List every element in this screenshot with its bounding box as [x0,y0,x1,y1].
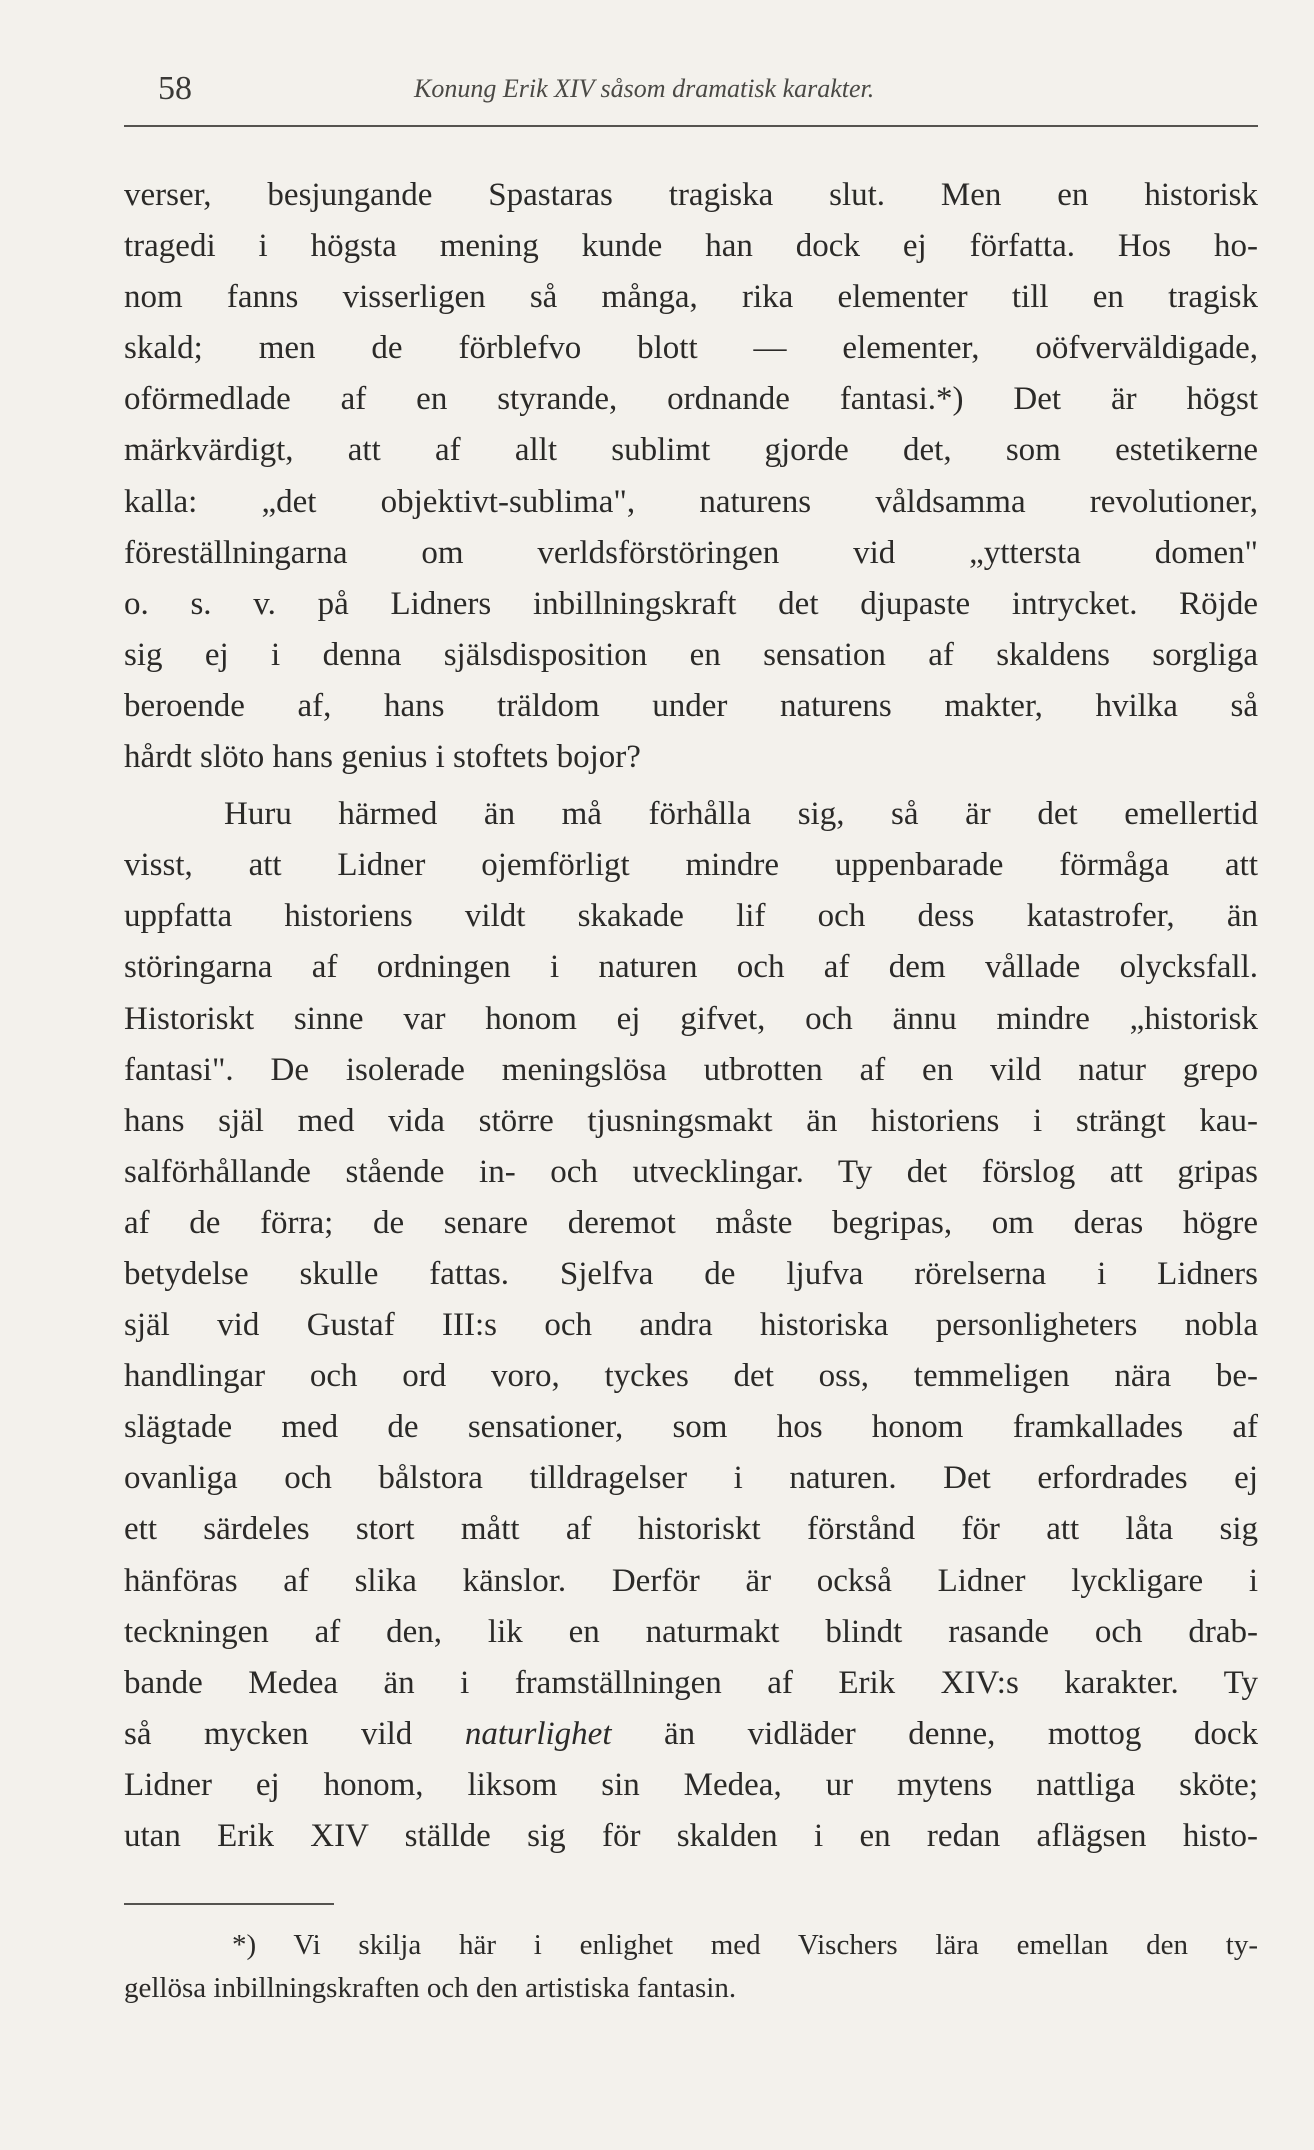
paragraph-start-line: Huru härmed än må förhålla sig, så är det emellertid [224,796,1258,833]
header-rule [124,125,1258,127]
text-line: ett särdeles stort mått af historiskt förstånd för att låta sig [124,1511,1258,1548]
text-line: o. s. v. på Lidners inbillningskraft det djupaste intrycket. Röjde [124,585,1258,622]
text-line: hårdt slöto hans genius i stoftets bojor? [124,739,641,776]
text-line: skald; men de förblefvo blott — elementer, oöfverväldigade, [124,330,1258,367]
text-line: märkvärdigt, att af allt sublimt gjorde det, som estetikerne [124,432,1258,469]
text-line: kalla: „det objektivt-sublima", naturens våldsamma revolutioner, [124,483,1258,520]
page-header [124,58,1258,118]
text-line: slägtade med de sensationer, som hos honom framkallades af [124,1409,1258,1446]
page-number: 58 [158,70,192,107]
text-line: betydelse skulle fattas. Sjelfva de ljufva rörelserna i Lidners [124,1255,1258,1292]
footnote-line: gellösa inbillningskraften och den artistiska fantasin. [124,1972,737,2004]
text-line: Lidner ej honom, liksom sin Medea, ur mytens nattliga sköte; [124,1766,1258,1803]
running-title: Konung Erik XIV såsom dramatisk karakter. [414,74,875,103]
text-line: föreställningarna om verldsförstöringen vid „yttersta domen" [124,534,1258,571]
text-line: handlingar och ord voro, tyckes det oss, temmeligen nära be- [124,1358,1258,1395]
text-line: sig ej i denna själsdisposition en sensation af skaldens sorgliga [124,636,1258,673]
text-segment: än vidläder denne, mottog dock [664,1715,1259,1752]
footnote-line: *) Vi skilja här i enlighet med Vischers lära emellan den ty- [232,1929,1258,1961]
text-line: ovanliga och bålstora tilldragelser i naturen. Det erfordrades ej [124,1460,1258,1497]
text-line: hänföras af slika känslor. Derför är också Lidner lyckligare i [124,1562,1258,1599]
text-line: utan Erik XIV ställde sig för skalden i en redan aflägsen histo- [124,1818,1258,1854]
text-line: verser, besjungande Spastaras tragiska slut. Men en historisk [124,177,1258,213]
footnote [124,1924,1258,2010]
text-segment: så mycken vild [124,1715,413,1752]
text-line: själ vid Gustaf III:s och andra historiska personligheters nobla [124,1307,1258,1344]
text-line: uppfatta historiens vildt skakade lif och dess katastrofer, än [124,898,1258,935]
text-line: teckningen af den, lik en naturmakt blindt rasande och drab- [124,1613,1258,1650]
text-line-with-emphasis [124,1709,1258,1760]
text-line: hans själ med vida större tjusningsmakt än historiens i strängt kau- [124,1102,1258,1139]
footnote-rule [124,1903,334,1905]
text-line: tragedi i högsta mening kunde han dock ej författa. Hos ho- [124,228,1258,265]
text-line: beroende af, hans träldom under naturens makter, hvilka så [124,687,1258,724]
text-line: oförmedlade af en styrande, ordnande fantasi.*) Det är högst [124,381,1258,418]
text-line: fantasi". De isolerade meningslösa utbrotten af en vild natur grepo [124,1051,1258,1088]
text-line: visst, att Lidner ojemförligt mindre uppenbarade förmåga att [124,847,1258,884]
text-line: Historiskt sinne var honom ej gifvet, och ännu mindre „historisk [124,1000,1258,1037]
body-text [124,170,1258,1862]
text-line: salförhållande stående in- och utvecklingar. Ty det förslog att gripas [124,1153,1258,1190]
text-line: störingarna af ordningen i naturen och af dem vållade olycksfall. [124,949,1258,986]
text-line: nom fanns visserligen så många, rika elementer till en tragisk [124,279,1258,316]
text-line: af de förra; de senare deremot måste begripas, om deras högre [124,1204,1258,1241]
emphasized-word: naturlighet [464,1715,612,1752]
text-line: bande Medea än i framställningen af Erik XIV:s karakter. Ty [124,1664,1258,1701]
